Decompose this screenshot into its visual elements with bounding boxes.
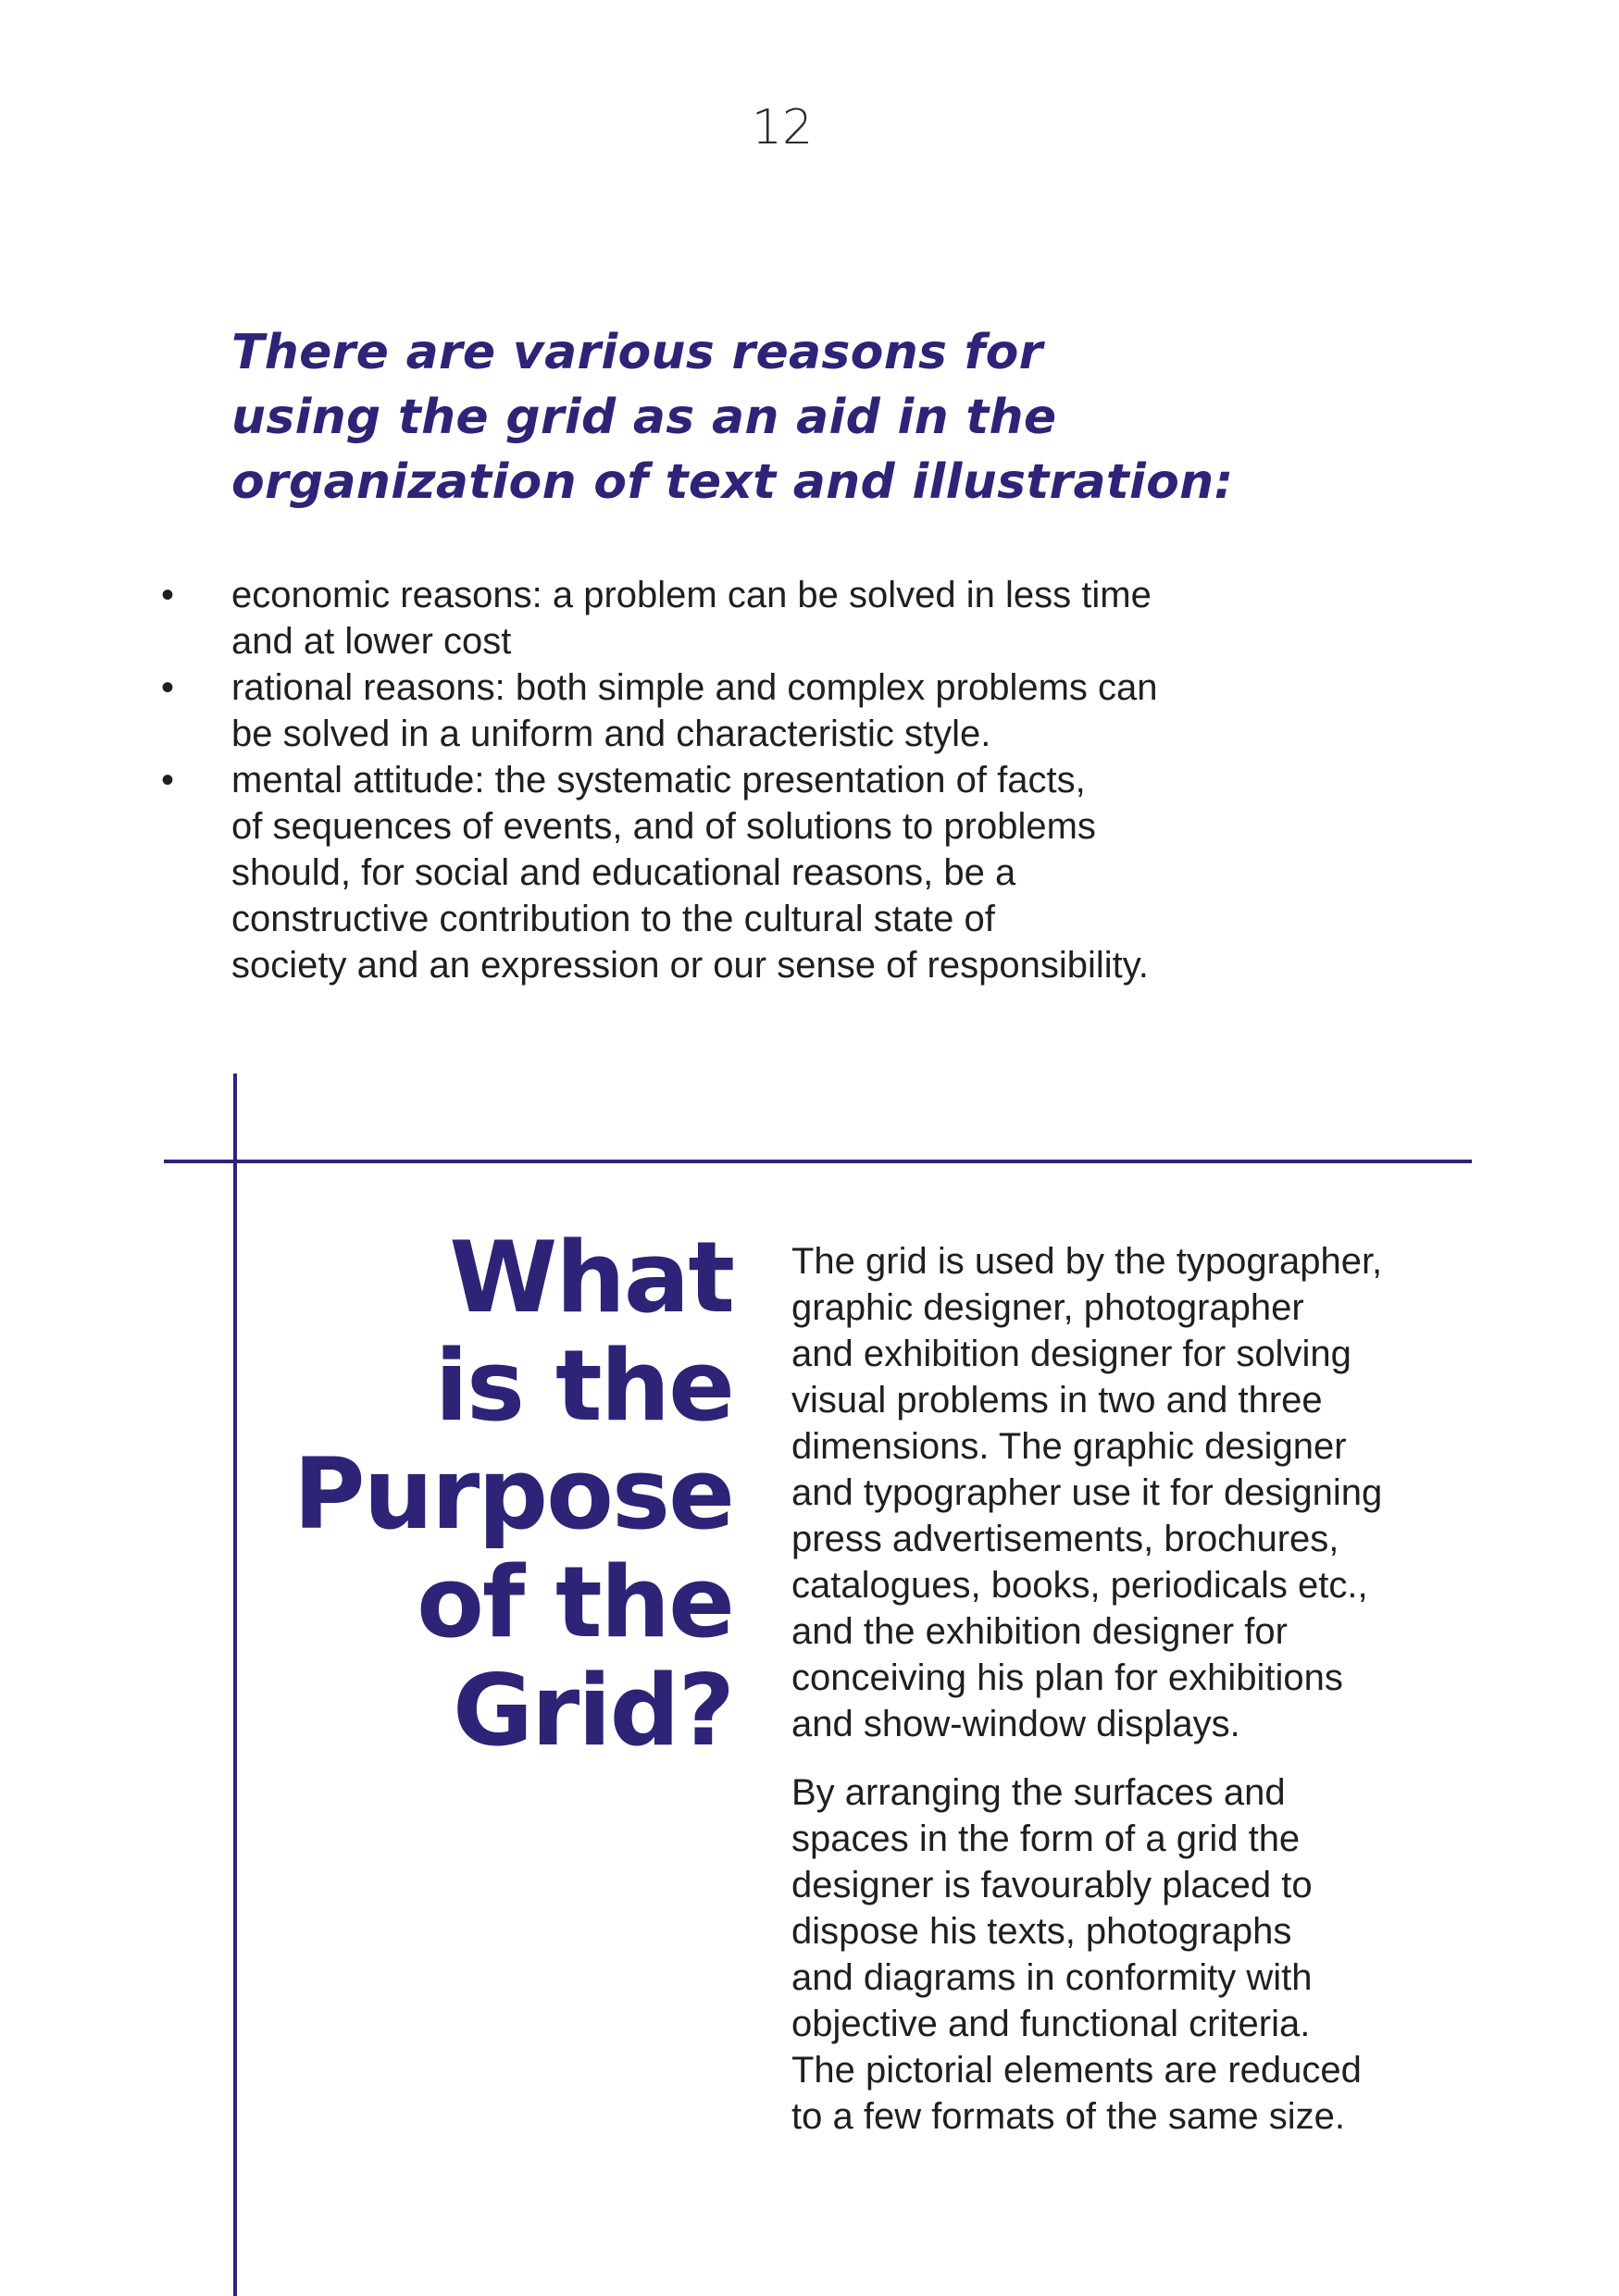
body-line: and typographer use it for designing [791,1472,1383,1513]
intro-heading-line: using the grid as an aid in the [231,390,1057,445]
reason-text-line: be solved in a uniform and characteristic style. [231,714,991,754]
reason-text-line: constructive contribution to the cultural state of [231,899,995,939]
section-heading-line: Purpose [293,1437,733,1551]
body-line: press advertisements, brochures, [791,1519,1339,1559]
reason-item-rational [161,664,1250,757]
grid-vertical-rule [233,1074,237,2296]
section-heading-line: What [449,1221,733,1334]
body-line: The grid is used by the typographer, [791,1241,1383,1282]
bullet-icon: • [161,575,175,615]
bullet-icon: • [161,760,175,800]
bullet-icon: • [161,667,175,708]
reason-text-line: mental attitude: the systematic presentation of facts, [231,760,1086,800]
body-line: to a few formats of the same size. [791,2096,1346,2137]
reason-text-line: and at lower cost [231,621,512,662]
page-number: 12 [751,100,814,155]
body-line: and exhibition designer for solving [791,1334,1351,1374]
section-heading [293,1221,733,1768]
body-paragraph [791,1238,1458,1747]
reason-item-economic [161,572,1250,664]
reason-text-line: rational reasons: both simple and complex problems can [231,667,1158,708]
body-line: The pictorial elements are reduced [791,2050,1362,2091]
grid-horizontal-rule [164,1160,1472,1163]
section-heading-line: is the [434,1329,733,1443]
body-line: graphic designer, photographer [791,1287,1304,1328]
section-body [791,1238,1458,2162]
body-line: and diagrams in conformity with [791,1957,1313,1998]
body-line: visual problems in two and three [791,1380,1323,1421]
reason-text-line: should, for social and educational reasons, be a [231,852,1016,893]
body-line: dispose his texts, photographs [791,1911,1292,1952]
body-line: By arranging the surfaces and [791,1772,1286,1813]
body-line: conceiving his plan for exhibitions [791,1657,1343,1698]
section-heading-line: of the [417,1545,733,1659]
body-line: catalogues, books, periodicals etc., [791,1565,1368,1606]
body-line: and show-window displays. [791,1704,1240,1744]
body-paragraph [791,1769,1458,2140]
intro-heading [231,320,1342,515]
body-line: designer is favourably placed to [791,1865,1313,1905]
body-line: spaces in the form of a grid the [791,1818,1301,1859]
reason-text-line: society and an expression or our sense of responsibility. [231,945,1149,986]
reason-text-line: of sequences of events, and of solutions to problems [231,806,1096,847]
reasons-list [161,572,1250,988]
body-line: and the exhibition designer for [791,1611,1288,1652]
body-line: objective and functional criteria. [791,2004,1311,2044]
reason-item-mental-attitude [161,757,1250,988]
reason-text-line: economic reasons: a problem can be solved in less time [231,575,1152,615]
intro-heading-line: There are various reasons for [231,325,1043,380]
section-heading-line: Grid? [453,1654,733,1768]
body-line: dimensions. The graphic designer [791,1426,1347,1467]
intro-heading-line: organization of text and illustration: [231,454,1234,510]
